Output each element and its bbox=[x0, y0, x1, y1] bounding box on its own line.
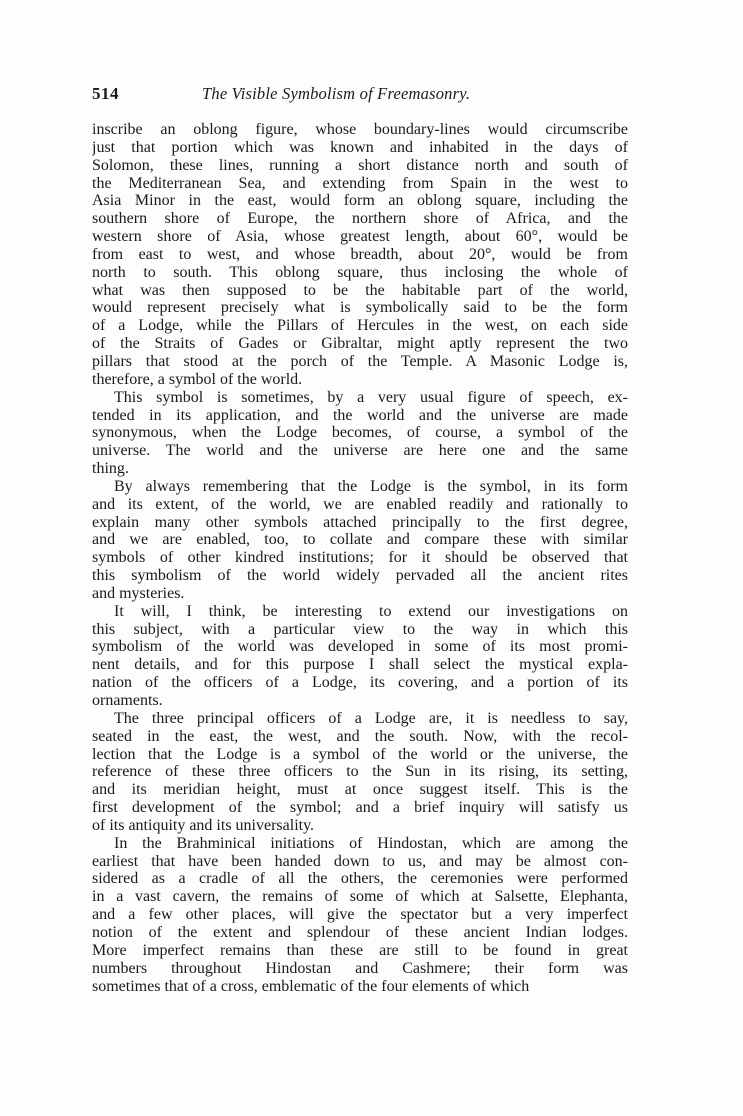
text-line: By always remembering that the Lodge is the symbol, in its form bbox=[114, 477, 628, 495]
text-line: nation of the officers of a Lodge, its covering, and a portion of its bbox=[92, 674, 628, 692]
text-line: This symbol is sometimes, by a very usual figure of speech, ex- bbox=[114, 388, 628, 406]
paragraph bbox=[92, 478, 628, 603]
text-line: what was then supposed to be the habitable part of the world, bbox=[92, 281, 628, 299]
text-line: In the Brahminical initiations of Hindostan, which are among the bbox=[114, 834, 628, 852]
text-line: first development of the symbol; and a brief inquiry will satisfy us bbox=[92, 799, 628, 817]
text-line: seated in the east, the west, and the south. Now, with the recol- bbox=[92, 727, 628, 745]
text-line: and its meridian height, must at once suggest itself. This is the bbox=[92, 781, 628, 799]
body-text bbox=[92, 121, 628, 995]
text-line: The three principal officers of a Lodge are, it is needless to say, bbox=[114, 709, 628, 727]
text-line: from east to west, and whose breadth, about 20°, would be from bbox=[92, 245, 628, 263]
text-line: north to south. This oblong square, thus inclosing the whole of bbox=[92, 263, 628, 281]
text-line: numbers throughout Hindostan and Cashmere; their form was bbox=[92, 959, 628, 977]
text-line: this symbolism of the world widely pervaded all the ancient rites bbox=[92, 567, 628, 585]
text-line: explain many other symbols attached principally to the first degree, bbox=[92, 513, 628, 531]
text-line: in a vast cavern, the remains of some of which at Salsette, Elephanta, bbox=[92, 888, 628, 906]
paragraph bbox=[92, 389, 628, 478]
text-line: sidered as a cradle of all the others, the ceremonies were performed bbox=[92, 870, 628, 888]
text-line: lection that the Lodge is a symbol of the world or the universe, the bbox=[92, 745, 628, 763]
text-line: and its extent, of the world, we are enabled readily and rationally to bbox=[92, 495, 628, 513]
text-line: More imperfect remains than these are still to be found in great bbox=[92, 941, 628, 959]
text-line: this subject, with a particular view to the way in which this bbox=[92, 620, 628, 638]
text-line: and mysteries. bbox=[92, 584, 185, 602]
text-line: therefore, a symbol of the world. bbox=[92, 370, 303, 388]
text-line: tended in its application, and the world and the universe are made bbox=[92, 406, 628, 424]
text-line: southern shore of Europe, the northern shore of Africa, and the bbox=[92, 210, 628, 228]
paragraph bbox=[92, 835, 628, 996]
text-line: earliest that have been handed down to us, and may be almost con- bbox=[92, 852, 628, 870]
text-line: just that portion which was known and inhabited in the days of bbox=[92, 138, 628, 156]
text-line: inscribe an oblong figure, whose boundary-lines would circumscribe bbox=[92, 121, 628, 138]
running-head bbox=[92, 84, 632, 106]
text-line: western shore of Asia, whose greatest length, about 60°, would be bbox=[92, 228, 628, 246]
text-line: sometimes that of a cross, emblematic of the four elements of which bbox=[92, 977, 530, 995]
text-line: symbolism of the world was developed in some of its most promi- bbox=[92, 638, 628, 656]
text-line: would represent precisely what is symbolically said to be the form bbox=[92, 299, 628, 317]
text-line: of a Lodge, while the Pillars of Hercules in the west, on each side bbox=[92, 317, 628, 335]
text-line: universe. The world and the universe are here one and the same bbox=[92, 442, 628, 460]
text-line: It will, I think, be interesting to extend our investigations on bbox=[114, 602, 628, 620]
paragraph bbox=[92, 603, 628, 710]
text-line: the Mediterranean Sea, and extending from Spain in the west to bbox=[92, 174, 628, 192]
text-line: nent details, and for this purpose I shall select the mystical expla- bbox=[92, 656, 628, 674]
paragraph bbox=[92, 121, 628, 389]
paragraph bbox=[92, 710, 628, 835]
text-line: ornaments. bbox=[92, 692, 163, 709]
text-line: symbols of other kindred institutions; for it should be observed that bbox=[92, 549, 628, 567]
page-number: 514 bbox=[92, 84, 119, 103]
running-title: The Visible Symbolism of Freemasonry. bbox=[202, 84, 471, 103]
text-line: Solomon, these lines, running a short distance north and south of bbox=[92, 156, 628, 174]
text-line: and we are enabled, too, to collate and compare these with similar bbox=[92, 531, 628, 549]
text-line: Asia Minor in the east, would form an oblong square, including the bbox=[92, 192, 628, 210]
text-line: of its antiquity and its universality. bbox=[92, 816, 315, 834]
text-line: notion of the extent and splendour of these ancient Indian lodges. bbox=[92, 923, 628, 941]
text-line: of the Straits of Gades or Gibraltar, might aptly represent the two bbox=[92, 335, 628, 353]
text-line: pillars that stood at the porch of the Temple. A Masonic Lodge is, bbox=[92, 352, 628, 370]
text-line: thing. bbox=[92, 460, 129, 478]
text-line: reference of these three officers to the Sun in its rising, its setting, bbox=[92, 763, 628, 781]
text-line: synonymous, when the Lodge becomes, of course, a symbol of the bbox=[92, 424, 628, 442]
text-line: and a few other places, will give the spectator but a very imperfect bbox=[92, 906, 628, 924]
